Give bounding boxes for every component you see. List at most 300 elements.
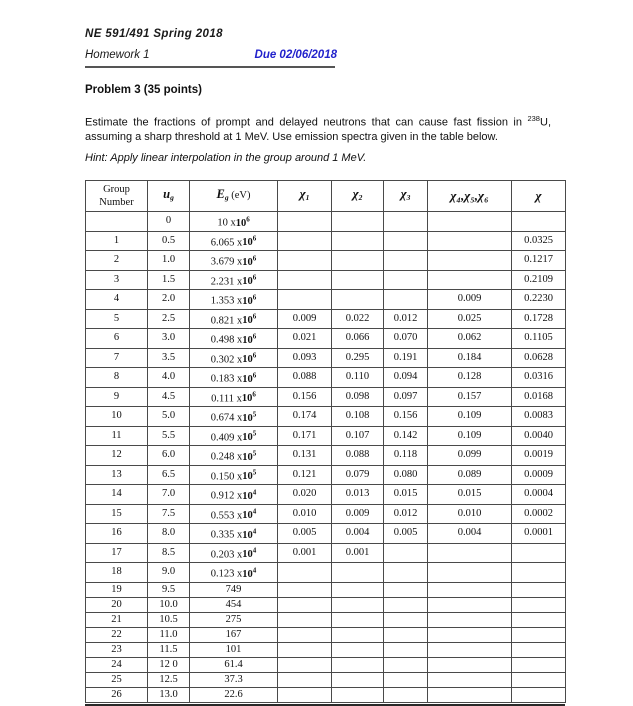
cell-chi456: [428, 672, 512, 687]
energy-exponent: 6: [252, 234, 257, 243]
cell-chi2: [332, 231, 384, 251]
chi2-symbol: χ: [352, 186, 359, 202]
problem-statement-part1: Estimate the fractions of prompt and delayed neutrons that can cause fast fission in: [85, 116, 528, 129]
cell-energy: 454: [190, 597, 278, 612]
cell-lethargy: 1.5: [148, 270, 190, 290]
cell-energy: 61.4: [190, 657, 278, 672]
cell-lethargy: 11.5: [148, 642, 190, 657]
isotope-mass-number: 238: [527, 114, 540, 123]
cell-group-number: 8: [86, 368, 148, 388]
cell-chi1: 0.005: [278, 524, 332, 544]
cell-chi1: 0.174: [278, 407, 332, 427]
cell-chi3: 0.156: [384, 407, 428, 427]
cell-chi2: 0.107: [332, 426, 384, 446]
energy-mantissa: 0.335 x: [210, 529, 243, 541]
table-row: [86, 329, 566, 349]
cell-chi3: 0.070: [384, 329, 428, 349]
energy-mantissa: 3.679 x: [210, 256, 243, 268]
energy-mantissa: 0.498 x: [210, 334, 243, 346]
cell-lethargy: 1.0: [148, 251, 190, 271]
cell-lethargy: 2.5: [148, 309, 190, 329]
cell-chi456: 0.109: [428, 426, 512, 446]
cell-chi456: [428, 563, 512, 583]
cell-group-number: 1: [86, 231, 148, 251]
cell-lethargy: 9.5: [148, 582, 190, 597]
column-header-chi456: [428, 181, 512, 212]
cell-chi1: [278, 672, 332, 687]
cell-chi456: [428, 642, 512, 657]
cell-chi456: [428, 231, 512, 251]
cell-chi-total: [512, 212, 566, 232]
empty-dash-mark: [301, 309, 309, 310]
cell-chi2: 0.079: [332, 465, 384, 485]
empty-dash-mark: [354, 702, 362, 703]
energy-mantissa: 6.065 x: [210, 237, 243, 248]
document-header: [85, 28, 337, 68]
cell-chi456: 0.009: [428, 290, 512, 310]
table-row: [86, 270, 566, 290]
energy-exponent: 4: [252, 488, 257, 496]
cell-chi456: [428, 212, 512, 232]
cell-chi2: [332, 290, 384, 310]
energy-power-base: $10^4$: [242, 527, 257, 541]
energy-mantissa: 0.203 x: [210, 549, 243, 560]
cell-chi2: 0.098: [332, 387, 384, 407]
cell-energy: [190, 504, 278, 524]
group-header-line2: Number: [99, 197, 134, 208]
cell-chi2: 0.295: [332, 348, 384, 368]
cell-chi-total: [512, 563, 566, 583]
cell-chi3: 0.080: [384, 465, 428, 485]
cell-chi2: [332, 582, 384, 597]
cell-chi-total: 0.0628: [512, 348, 566, 368]
column-header-group-number: [86, 181, 148, 212]
cell-chi-total: 0.1728: [512, 309, 566, 329]
cell-energy: [190, 251, 278, 271]
cell-chi2: [332, 672, 384, 687]
cell-chi2: [332, 642, 384, 657]
cell-chi3: 0.097: [384, 387, 428, 407]
column-header-energy: [190, 181, 278, 212]
energy-power-base: $10^5$: [242, 410, 257, 424]
empty-dash-mark: [466, 702, 474, 703]
table-row: [86, 524, 566, 544]
table-row: [86, 582, 566, 597]
due-date-label: Due 02/06/2018: [254, 49, 337, 61]
cell-group-number: 26: [86, 687, 148, 702]
cell-energy: [190, 485, 278, 505]
cell-chi456: 0.004: [428, 524, 512, 544]
table-row: [86, 597, 566, 612]
cell-chi-total: 0.0009: [512, 465, 566, 485]
cell-chi1: [278, 251, 332, 271]
energy-mantissa: 0.183 x: [210, 373, 243, 385]
cell-chi2: [332, 212, 384, 232]
energy-exponent: 4: [252, 527, 257, 535]
cell-group-number: 25: [86, 672, 148, 687]
table-body: [86, 212, 566, 703]
cell-chi2: 0.013: [332, 485, 384, 505]
isotope-symbol: U: [539, 116, 548, 129]
cell-group-number: 15: [86, 504, 148, 524]
energy-power-base: $10^6$: [235, 215, 250, 229]
energy-power-base: $10^6$: [242, 273, 257, 287]
cell-chi2: [332, 563, 384, 583]
cell-chi3: [384, 657, 428, 672]
cell-chi-total: 0.0316: [512, 368, 566, 388]
table-row: [86, 657, 566, 672]
energy-mantissa: 0.821 x: [210, 315, 243, 326]
column-header-chi-total: [512, 181, 566, 212]
cell-chi3: 0.015: [384, 485, 428, 505]
energy-power-base: $10^4$: [242, 546, 257, 560]
cell-chi1: [278, 290, 332, 310]
column-header-chi3: [384, 181, 428, 212]
cell-chi3: 0.191: [384, 348, 428, 368]
cell-energy: [190, 290, 278, 310]
cell-chi1: 0.121: [278, 465, 332, 485]
cell-chi456: 0.099: [428, 446, 512, 466]
cell-chi-total: 0.0019: [512, 446, 566, 466]
course-title: NE 591/491 Spring 2018: [85, 28, 223, 40]
chi456-label: χ₄,χ₅,χ₆: [450, 187, 489, 203]
table-row: [86, 426, 566, 446]
cell-energy: [190, 543, 278, 563]
cell-chi-total: [512, 672, 566, 687]
cell-chi456: [428, 627, 512, 642]
problem-statement: [85, 112, 551, 145]
cell-energy: 275: [190, 612, 278, 627]
energy-mantissa: 0.409 x: [210, 432, 243, 443]
cell-chi3: 0.012: [384, 309, 428, 329]
cell-chi-total: [512, 543, 566, 563]
energy-power-base: $10^6$: [242, 234, 257, 248]
table-row: [86, 485, 566, 505]
table-row: [86, 465, 566, 485]
cell-lethargy: 6.5: [148, 465, 190, 485]
cell-chi456: [428, 270, 512, 290]
cell-chi456: 0.062: [428, 329, 512, 349]
cell-lethargy: 3.5: [148, 348, 190, 368]
cell-energy: 101: [190, 642, 278, 657]
column-header-chi2: [332, 181, 384, 212]
cell-lethargy: 4.0: [148, 368, 190, 388]
cell-chi2: [332, 270, 384, 290]
empty-dash-mark: [402, 702, 410, 703]
table-row: [86, 504, 566, 524]
cell-energy: [190, 270, 278, 290]
cell-energy: 167: [190, 627, 278, 642]
cell-chi2: [332, 251, 384, 271]
energy-symbol: E: [216, 186, 225, 201]
cell-chi3: [384, 543, 428, 563]
energy-power-base: $10^6$: [242, 312, 257, 326]
cell-chi-total: 0.0001: [512, 524, 566, 544]
cell-chi456: 0.025: [428, 309, 512, 329]
energy-mantissa: 0.912 x: [210, 490, 243, 502]
energy-exponent: 5: [252, 449, 257, 457]
cell-chi2: [332, 657, 384, 672]
problem-statement-part2: , assuming a sharp threshold at 1 MeV. Use emission spectra given in the table below.: [85, 116, 551, 144]
cell-chi3: [384, 672, 428, 687]
cell-group-number: [86, 212, 148, 232]
cell-chi3: 0.005: [384, 524, 428, 544]
cell-chi3: [384, 290, 428, 310]
empty-dash-mark: [301, 702, 309, 703]
cell-chi3: [384, 627, 428, 642]
cell-group-number: 11: [86, 426, 148, 446]
energy-exponent: 4: [252, 566, 257, 574]
cell-chi2: 0.108: [332, 407, 384, 427]
energy-power-base: $10^6$: [242, 351, 257, 365]
energy-exponent: 6: [252, 351, 257, 360]
cell-group-number: 6: [86, 329, 148, 349]
cell-chi2: 0.022: [332, 309, 384, 329]
cell-chi-total: 0.1105: [512, 329, 566, 349]
cell-chi2: [332, 612, 384, 627]
cell-chi1: 0.156: [278, 387, 332, 407]
cell-chi-total: 0.0083: [512, 407, 566, 427]
problem-hint: Hint: Apply linear interpolation in the group around 1 MeV.: [85, 152, 367, 164]
cell-chi2: [332, 627, 384, 642]
cell-chi2: 0.009: [332, 504, 384, 524]
cell-energy: [190, 387, 278, 407]
cell-chi1: [278, 212, 332, 232]
column-header-lethargy: [148, 181, 190, 212]
cell-chi-total: [512, 627, 566, 642]
cell-energy: 749: [190, 582, 278, 597]
energy-power-base: $10^6$: [241, 390, 256, 404]
cell-chi456: [428, 582, 512, 597]
cell-chi3: [384, 582, 428, 597]
cell-group-number: 12: [86, 446, 148, 466]
cell-chi2: 0.088: [332, 446, 384, 466]
energy-exponent: 4: [252, 546, 257, 555]
cell-chi-total: 0.2230: [512, 290, 566, 310]
cell-chi1: 0.093: [278, 348, 332, 368]
chi1-symbol: χ: [299, 186, 306, 202]
cell-chi2: 0.004: [332, 524, 384, 544]
energy-subscript: g: [224, 193, 229, 203]
table-row: [86, 309, 566, 329]
energy-exponent: 6: [252, 371, 257, 379]
cell-group-number: 22: [86, 627, 148, 642]
cell-energy: [190, 309, 278, 329]
cell-chi456: [428, 251, 512, 271]
energy-exponent: 6: [252, 293, 257, 301]
cell-group-number: 16: [86, 524, 148, 544]
cell-lethargy: 0: [148, 212, 190, 232]
table-row: [86, 627, 566, 642]
cell-chi456: 0.089: [428, 465, 512, 485]
cell-lethargy: 12 0: [148, 657, 190, 672]
cell-lethargy: 7.5: [148, 504, 190, 524]
cell-group-number: 7: [86, 348, 148, 368]
table-row: [86, 543, 566, 563]
cell-energy: [190, 563, 278, 583]
cell-chi3: [384, 612, 428, 627]
empty-dash-mark: [402, 309, 410, 310]
cell-chi1: 0.171: [278, 426, 332, 446]
energy-exponent: 5: [252, 429, 257, 438]
table-row: [86, 407, 566, 427]
cell-chi3: [384, 563, 428, 583]
table-row: [86, 348, 566, 368]
energy-mantissa: 0.302 x: [210, 354, 243, 365]
cell-chi1: 0.001: [278, 543, 332, 563]
cell-chi3: [384, 231, 428, 251]
cell-chi-total: 0.0002: [512, 504, 566, 524]
cell-group-number: 3: [86, 270, 148, 290]
energy-exponent: 6: [252, 312, 257, 321]
energy-power-base: $10^5$: [242, 468, 257, 482]
page-title: Problem 3 (35 points): [85, 84, 202, 96]
empty-dash-mark: [113, 231, 121, 232]
energy-mantissa: 0.150 x: [210, 471, 243, 482]
table-header-row: [86, 181, 566, 212]
cell-chi1: [278, 270, 332, 290]
cell-chi1: [278, 231, 332, 251]
cell-group-number: 20: [86, 597, 148, 612]
energy-power-base: $10^5$: [242, 429, 257, 443]
energy-power-base: $10^6$: [242, 254, 257, 268]
table-row: [86, 368, 566, 388]
cell-chi-total: [512, 612, 566, 627]
chi2-subscript: 2: [358, 193, 363, 203]
cell-chi1: 0.021: [278, 329, 332, 349]
cell-energy: 22.6: [190, 687, 278, 702]
energy-power-base: $10^4$: [242, 566, 257, 580]
cell-energy: [190, 465, 278, 485]
chi1-subscript: 1: [305, 193, 310, 203]
energy-power-base: $10^6$: [242, 371, 257, 385]
cell-group-number: 14: [86, 485, 148, 505]
cell-energy: [190, 407, 278, 427]
energy-mantissa: 10 x: [217, 217, 236, 229]
empty-dash-mark: [466, 289, 474, 290]
cell-chi1: [278, 612, 332, 627]
cell-lethargy: 10.0: [148, 597, 190, 612]
cell-chi-total: [512, 597, 566, 612]
cell-group-number: 23: [86, 642, 148, 657]
table-header: [86, 181, 566, 212]
energy-unit: (eV): [231, 189, 251, 201]
cell-chi1: [278, 582, 332, 597]
energy-power-base: $10^6$: [242, 293, 257, 307]
cell-group-number: 17: [86, 543, 148, 563]
cell-group-number: 4: [86, 290, 148, 310]
cell-lethargy: 8.5: [148, 543, 190, 563]
cell-chi2: [332, 597, 384, 612]
table-row: [86, 231, 566, 251]
cell-chi-total: 0.0004: [512, 485, 566, 505]
energy-mantissa: 0.248 x: [210, 451, 243, 463]
energy-mantissa: 0.123 x: [210, 568, 243, 580]
table-row: [86, 672, 566, 687]
spectra-table-wrapper: [85, 180, 565, 706]
cell-chi1: 0.020: [278, 485, 332, 505]
cell-chi1: [278, 642, 332, 657]
energy-exponent: 6: [246, 215, 250, 223]
column-header-chi1: [278, 181, 332, 212]
energy-exponent: 5: [252, 468, 257, 477]
cell-lethargy: 12.5: [148, 672, 190, 687]
cell-chi1: 0.088: [278, 368, 332, 388]
cell-chi1: [278, 657, 332, 672]
table-row: [86, 212, 566, 232]
cell-lethargy: 5.5: [148, 426, 190, 446]
cell-lethargy: 11.0: [148, 627, 190, 642]
cell-chi3: 0.094: [384, 368, 428, 388]
empty-dash-mark: [354, 309, 362, 310]
cell-lethargy: 5.0: [148, 407, 190, 427]
table-row: [86, 251, 566, 271]
empty-dash-mark: [535, 231, 543, 232]
cell-chi-total: 0.0325: [512, 231, 566, 251]
cell-chi3: [384, 270, 428, 290]
cell-lethargy: 3.0: [148, 329, 190, 349]
energy-exponent: 6: [252, 390, 256, 399]
energy-mantissa: 2.231 x: [210, 276, 243, 287]
cell-energy: [190, 426, 278, 446]
energy-exponent: 6: [252, 332, 257, 340]
cell-chi3: [384, 642, 428, 657]
cell-energy: [190, 348, 278, 368]
cell-group-number: 24: [86, 657, 148, 672]
assignment-label: Homework 1: [85, 49, 150, 61]
cell-chi456: 0.157: [428, 387, 512, 407]
table-bottom-rule: [85, 704, 565, 706]
cell-energy: [190, 524, 278, 544]
cell-chi3: 0.118: [384, 446, 428, 466]
cell-chi456: [428, 543, 512, 563]
cell-chi-total: 0.1217: [512, 251, 566, 271]
group-header-line1: Group: [103, 184, 130, 195]
energy-power-base: $10^6$: [242, 332, 257, 346]
energy-mantissa: 1.353 x: [210, 295, 243, 307]
cell-chi-total: 0.2109: [512, 270, 566, 290]
lethargy-symbol: u: [163, 186, 171, 201]
cell-chi456: 0.109: [428, 407, 512, 427]
cell-lethargy: 6.0: [148, 446, 190, 466]
cell-chi-total: [512, 582, 566, 597]
cell-chi3: 0.012: [384, 504, 428, 524]
cell-chi1: [278, 597, 332, 612]
cell-chi3: 0.142: [384, 426, 428, 446]
cell-chi456: 0.128: [428, 368, 512, 388]
energy-power-base: $10^4$: [242, 507, 257, 521]
cell-chi456: [428, 597, 512, 612]
cell-chi3: [384, 597, 428, 612]
energy-exponent: 6: [252, 254, 257, 262]
cell-energy: [190, 329, 278, 349]
cell-chi1: 0.010: [278, 504, 332, 524]
cell-lethargy: 10.5: [148, 612, 190, 627]
energy-power-base: $10^5$: [242, 449, 257, 463]
chi-total-symbol: χ: [535, 187, 542, 203]
cell-lethargy: 8.0: [148, 524, 190, 544]
cell-lethargy: 4.5: [148, 387, 190, 407]
cell-group-number: 19: [86, 582, 148, 597]
table-row: [86, 563, 566, 583]
cell-group-number: 13: [86, 465, 148, 485]
energy-exponent: 5: [252, 410, 257, 418]
cell-group-number: 21: [86, 612, 148, 627]
cell-group-number: 18: [86, 563, 148, 583]
cell-energy: [190, 368, 278, 388]
energy-mantissa: 0.553 x: [210, 510, 243, 521]
cell-energy: 37.3: [190, 672, 278, 687]
